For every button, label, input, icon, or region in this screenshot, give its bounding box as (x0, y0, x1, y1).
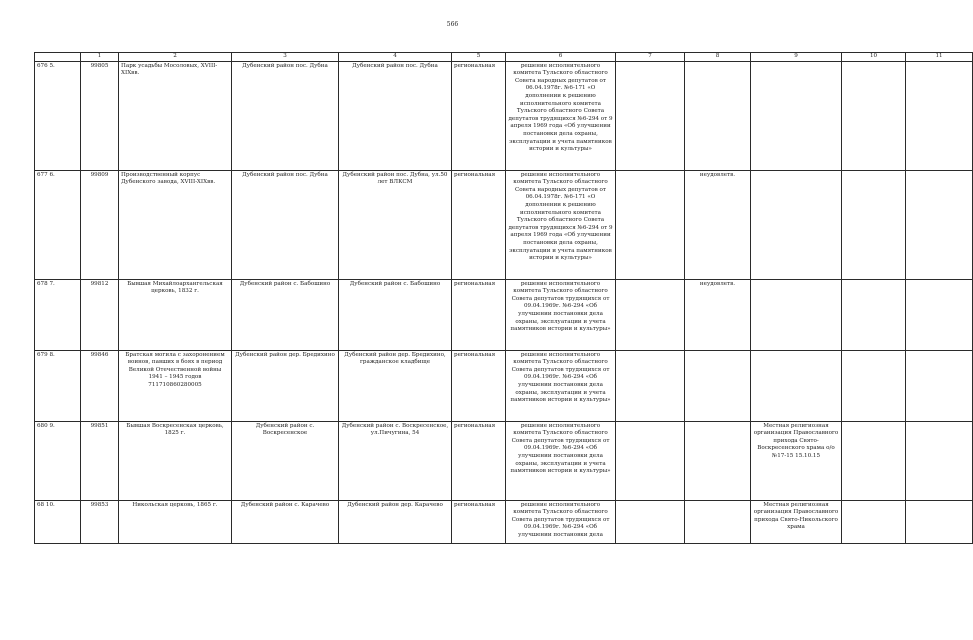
row-number: 677 (37, 171, 48, 178)
owner-cell (751, 279, 842, 350)
condition-cell (685, 350, 751, 421)
row-index-cell (35, 279, 81, 350)
condition-cell (685, 61, 751, 170)
column-number: 7 (616, 53, 685, 62)
row-ordinal: 6. (49, 171, 55, 178)
row-ordinal: 5. (49, 62, 55, 69)
monuments-register-table (34, 52, 973, 544)
decision-cell: решение исполнительного комитета Тульского областного Совета депутатов трудящихся от 09.04.1969г. №6-294 «Об улучшении постановки дела охраны, эксплуатации и учета памятников истории и культуры» (506, 421, 616, 500)
column-10-cell (842, 421, 906, 500)
object-code-cell: 99809 (81, 170, 119, 279)
table-row (35, 421, 973, 500)
table-row (35, 61, 973, 170)
condition-cell: неудовлетв. (685, 170, 751, 279)
column-10-cell (842, 61, 906, 170)
district-cell: Дубенский район пос. Дубна (232, 61, 339, 170)
address-cell: Дубенский район пос. Дубна, ул.50 лет ВЛКСМ (339, 170, 452, 279)
row-number: 679 (37, 351, 48, 358)
column-number: 3 (232, 53, 339, 62)
object-name-cell: Никольская церковь, 1865 г. (119, 500, 232, 543)
owner-cell: Местная религиозная организация Православного прихода Свято-Никольского храма (751, 500, 842, 543)
column-7-cell (616, 279, 685, 350)
category-cell: региональная (452, 421, 506, 500)
row-index-cell (35, 500, 81, 543)
owner-cell (751, 170, 842, 279)
category-cell: региональная (452, 170, 506, 279)
column-number: 10 (842, 53, 906, 62)
condition-cell: неудовлетв. (685, 279, 751, 350)
decision-cell: решение исполнительного комитета Тульского областного Совета депутатов трудящихся от 09.04.1969г. №6-294 «Об улучшении постановки дела (506, 500, 616, 543)
table-row (35, 500, 973, 543)
column-number: 2 (119, 53, 232, 62)
column-11-cell (906, 61, 973, 170)
row-index-cell (35, 350, 81, 421)
column-number-row (35, 53, 973, 62)
district-cell: Дубенский район пос. Дубна (232, 170, 339, 279)
decision-cell: решение исполнительного комитета Тульского областного Совета депутатов трудящихся от 09.04.1969г. №6-294 «Об улучшении постановки дела охраны, эксплуатации и учета памятников истории и культуры» (506, 279, 616, 350)
address-cell: Дубенский район пос. Дубна (339, 61, 452, 170)
object-name-cell: Братская могила с захоронением воинов, павших в боях в период Великой Отечественной войны 1941 – 1945 годов 711710860280005 (119, 350, 232, 421)
condition-cell (685, 500, 751, 543)
address-cell: Дубенский район с. Бабошино (339, 279, 452, 350)
object-name-cell: Бывшая Михайлоархангельская церковь, 1832 г. (119, 279, 232, 350)
object-code-cell: 99812 (81, 279, 119, 350)
column-10-cell (842, 279, 906, 350)
column-number: 8 (685, 53, 751, 62)
district-cell: Дубенский район с. Воскресенское (232, 421, 339, 500)
column-7-cell (616, 350, 685, 421)
category-cell: региональная (452, 350, 506, 421)
object-name-cell: Парк усадьбы Мосоловых, XVIII-XIXвв. (119, 61, 232, 170)
column-number: 11 (906, 53, 973, 62)
column-7-cell (616, 500, 685, 543)
row-number: 680 (37, 422, 48, 429)
district-cell: Дубенский район с. Бабошино (232, 279, 339, 350)
address-cell: Дубенский район дер. Карачево (339, 500, 452, 543)
decision-cell: решение исполнительного комитета Тульского областного Совета народных депутатов от 06.04.1978г. №6-171 «О дополнении к решению исполнительного комитета Тульского областного Совета депутатов трудящихся №6-294 от 9 апреля 1969 года «Об улучшении постановки дела охраны, эксплуатации и учета памятников истории и культуры» (506, 61, 616, 170)
row-ordinal: 9. (49, 422, 55, 429)
owner-cell (751, 61, 842, 170)
column-number: 5 (452, 53, 506, 62)
column-11-cell (906, 350, 973, 421)
object-name-cell: Производственный корпус Дубенского завода, XVIII-XIXвв. (119, 170, 232, 279)
column-7-cell (616, 61, 685, 170)
column-11-cell (906, 170, 973, 279)
category-cell: региональная (452, 61, 506, 170)
district-cell: Дубенский район дер. Бредихино (232, 350, 339, 421)
row-number: 676 (37, 62, 48, 69)
address-cell: Дубенский район дер. Бредихино, гражданское кладбище (339, 350, 452, 421)
column-number: 4 (339, 53, 452, 62)
column-10-cell (842, 350, 906, 421)
decision-cell: решение исполнительного комитета Тульского областного Совета народных депутатов от 06.04.1978г. №6-171 «О дополнении к решению исполнительного комитета Тульского областного Совета депутатов трудящихся №6-294 от 9 апреля 1969 года «Об улучшении постановки дела охраны, эксплуатации и учета памятников истории и культуры» (506, 170, 616, 279)
column-10-cell (842, 500, 906, 543)
column-7-cell (616, 170, 685, 279)
owner-cell (751, 350, 842, 421)
row-index-cell (35, 421, 81, 500)
decision-cell: решение исполнительного комитета Тульского областного Совета депутатов трудящихся от 09.04.1969г. №6-294 «Об улучшении постановки дела охраны, эксплуатации и учета памятников истории и культуры» (506, 350, 616, 421)
row-ordinal: 8. (49, 351, 55, 358)
table-row (35, 170, 973, 279)
category-cell: региональная (452, 279, 506, 350)
table-row (35, 279, 973, 350)
column-11-cell (906, 500, 973, 543)
row-index-cell (35, 170, 81, 279)
column-number: 9 (751, 53, 842, 62)
row-number: 68 (37, 501, 45, 508)
column-11-cell (906, 279, 973, 350)
column-7-cell (616, 421, 685, 500)
table-row (35, 350, 973, 421)
category-cell: региональная (452, 500, 506, 543)
row-index-cell (35, 61, 81, 170)
condition-cell (685, 421, 751, 500)
object-name-cell: Бывшая Воскресенская церковь, 1825 г. (119, 421, 232, 500)
column-11-cell (906, 421, 973, 500)
object-code-cell: 99853 (81, 500, 119, 543)
column-10-cell (842, 170, 906, 279)
object-code-cell: 99805 (81, 61, 119, 170)
column-number: 6 (506, 53, 616, 62)
district-cell: Дубенский район с. Карачево (232, 500, 339, 543)
object-code-cell: 99846 (81, 350, 119, 421)
page-number: 566 (446, 21, 459, 28)
column-number: 1 (81, 53, 119, 62)
row-number: 678 (37, 280, 48, 287)
address-cell: Дубенский район с. Воскресенское, ул.Пичугина, 54 (339, 421, 452, 500)
row-ordinal: 7. (49, 280, 55, 287)
row-ordinal: 10. (45, 501, 55, 508)
column-number (35, 53, 81, 62)
owner-cell: Местная религиозная организация Православного прихода Свято-Воскресенского храма о/о №17-15 15.10.15 (751, 421, 842, 500)
object-code-cell: 99851 (81, 421, 119, 500)
